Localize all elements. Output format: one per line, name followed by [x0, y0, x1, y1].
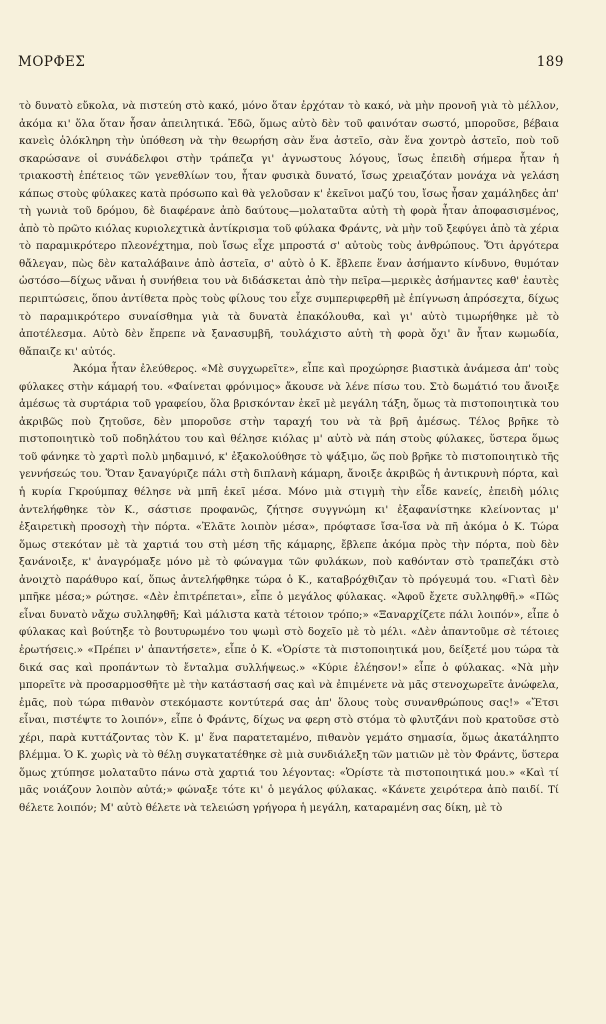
page-number: 189 — [536, 54, 564, 70]
page-header — [18, 54, 564, 70]
running-title: ΜΟΡΦΕΣ — [18, 54, 86, 70]
paragraph-2: Ἀκόμα ἦταν ἐλεύθερος. «Μὲ συγχωρεῖτε», εἶπε καὶ προχώρησε βιαστικὰ ἀνάμεσα ἀπ' τοὺς φύλακες στὴν κάμαρή του. «Φαίνεται φρόνιμος» ἄκουσε νὰ λένε πίσω του. Στὸ δωμάτιό του ἄνοιξε ἀμέσως τὰ συρτάρια τοῦ γραφείου, ὅλα βρισκόνταν ἐκεῖ μὲ μεγάλη τάξη, ὅμως τὰ πιστοποιητικὰ του ἀκριβῶς ποὺ ζητοῦσε, δὲν μποροῦσε στὴν ταραχή του νὰ τὰ βρῆ ἀμέσως. Τέλος βρῆκε τὸ πιστοποιητικὸ τοῦ ποδηλάτου του καὶ θέλησε κιόλας μ' αὐτὸ νὰ πάη στοὺς φύλακες, ὕστερα ὅμως τοῦ φάνηκε τὸ χαρτὶ πολὺ μηδαμινό, κ' ἐξακολούθησε τὸ ψάξιμο, ὥς ποὺ βρῆκε τὸ πιστοποιητικὸ τῆς γεννήσεώς του. Ὅταν ξαναγύριζε πάλι στὴ διπλανὴ κάμαρη, ἄνοιξε ἀκριβῶς ἡ ἀντικρυνὴ πόρτα, καὶ ἡ κυρία Γκρούμπαχ θέλησε νὰ μπῆ ἐκεῖ μέσα. Μόνο μιὰ στιγμὴ τὴν εἶδε κανείς, ἐπειδὴ μόλις ἀντελήφθηκε τὸν Κ., σάστισε προφανῶς, ζήτησε συγγνώμη κι' ἐξαφανίστηκε κλείνοντας μ' ἐξαιρετικὴ προσοχὴ τὴν πόρτα. «Ἐλᾶτε λοιπὸν μέσα», πρόφτασε ἴσα-ἴσα νὰ πῆ ἀκόμα ὁ Κ. Τώρα ὅμως στεκόταν μὲ τὰ χαρτιά του στὴ μέση τῆς κάμαρης, ἔβλεπε ἀκόμα πρὸς τὴν πόρτα, ποὺ δὲν ξανάνοιξε, κ' ἀναγρόμαξε μόνο μὲ τὸ φώναγμα τῶν φυλάκων, ποὺ καθόνταν στὸ τραπεζάκι στὸ ἀνοιχτὸ παράθυρο καί, ὅπως ἀντελήφθηκε τώρα ὁ Κ., καταβρόχθιζαν τὸ πρόγευμά του. «Γιατὶ δὲν μπῆκε μέσα;» ρώτησε. «Δὲν ἐπιτρέπεται», εἶπε ὁ μεγάλος φύλακας. «Ἀφοῦ ἔχετε συλληφθῆ.» «Πῶς εἶναι δυνατὸ νἄχω συλληφθῆ; Καὶ μάλιστα κατὰ τέτοιον τρόπο;» «Ξαναρχίζετε πάλι λοιπόν», εἶπε ὁ φύλακας καὶ βούτηξε τὸ βουτυρωμένο του ψωμὶ στὸ δοχεῖο μὲ τὸ μέλι. «Δὲν ἀπαντοῦμε σὲ τέτοιες ἐρωτήσεις.» «Πρέπει ν' ἀπαντήσετε», εἶπε ὁ Κ. «Ὁρίστε τὰ πιστοποιητικά μου, δείξετέ μου τώρα τὰ δικά σας καὶ προπάντων τὸ ἔνταλμα συλλήψεως.» «Κύριε ἐλέησον!» εἶπε ὁ φύλακας. «Νὰ μὴν μπορεῖτε νὰ προσαρμοσθῆτε μὲ τὴν κατάστασή σας καὶ νὰ ἐπιμένετε νὰ μᾶς στενοχωρεῖτε ἀνώφελα, ἐμᾶς, ποὺ τώρα πιθανὸν στεκόμαστε κοντύτερά σας ἀπ' ὅλους τοὺς συνανθρώπους σας!» «Ἔτσι εἶναι, πιστέψτε το λοιπόν», εἶπε ὁ Φράντς, δίχως να φερη στὸ στόμα τὸ φλυτζάνι ποὺ κρατοῦσε στὸ χέρι, παρὰ κυττάζοντας τὸν Κ. μ' ἕνα παρατεταμένο, πιθανὸν γεμάτο σημασία, ὅμως ἀκατάληπτο βλέμμα. Ὁ Κ. χωρὶς νὰ τὸ θέλῃ συγκατατέθηκε σὲ μιὰ συνδιάλεξη τῶν ματιῶν μὲ τὸν Φράντς, ὕστερα ὅμως χτύπησε μολαταῦτο πάνω στὰ χαρτιά του λέγοντας: «Ὁρίστε τὰ πιστοποιητικά μου.» «Καὶ τί μᾶς νοιάζουν λοιπὸν αὐτά;» φώναξε τότε κι' ὁ μεγάλος φύλακας. «Κάνετε χειρότερα ἀπὸ παιδί. Τί θέλετε λοιπόν; Μ' αὐτὸ θέλετε νὰ τελειώση γρήγορα ἡ μεγάλη, καταραμένη σας δίκη, μὲ τὸ — [19, 363, 559, 814]
paragraph-1: τὸ δυνατὸ εὔκολα, νὰ πιστεύη στὸ κακό, μόνο ὅταν ἐρχόταν τὸ κακό, νὰ μὴν προνοῆ γιὰ τὸ μέλλον, ἀκόμα κι' ὅλα ὅταν ἦσαν ἀπειλητικά. Ἐδῶ, ὅμως αὐτὸ δὲν τοῦ φαινόταν σωστό, μποροῦσε, βέβαια κανεὶς ὁλόκληρη τὴν ὑπόθεση νὰ τὴν θεωρήση σὰν ἕνα ἀστεῖο, σὰν ἕνα χοντρὸ ἀστεῖο, ποὺ τοῦ σκαρώσανε οἱ συνάδελφοι στὴν τράπεζα γι' ἀγνωστους λόγους, ἴσως ἐπειδὴ σήμερα ἦταν ἡ τριακοστὴ ἐπέτειος τῶν γενεθλίων του, ἦταν φυσικὰ δυνατό, ἴσως χρειαζόταν μονάχα νὰ γελάση κάπως στοὺς φύλακες κατὰ πρόσωπο καὶ θὰ γελοῦσαν κ' ἐκεῖνοι μαζύ του, ἴσως ἦσαν χαμάληδες ἀπ' τὴ γωνιὰ τοῦ δρόμου, δὲ διαφέρανε ἀπὸ δαύτους—μολαταῦτα αὐτὴ τὴ φορὰ ἦταν ἀποφασισμένος, ἀπὸ τὸ πρῶτο κιόλας κυριολεχτικὰ ἀντίκρισμα τοῦ φύλακα Φράντς, νὰ μὴν τοῦ ξεφύγει ἀπὸ τὰ χέρια τὸ παραμικρότερο πλεονέχτημα, ποὺ ἴσως εἶχε μπροστά σ' αὐτοὺς τοὺς ἀνθρώπους. Ὅτι ἀργότερα θἄλεγαν, πὼς δὲν καταλάβαινε ἀπὸ ἀστεῖα, σ' αὐτὸ ὁ Κ. ἔβλεπε ἕναν ἀσήμαντο κίνδυνο, θυμόταν ὡστόσο—δίχως νἄναι ἡ συνήθεια του νὰ διδάσκεται ἀπὸ τὴν πεῖρα—μερικὲς ἀσήμαντες καθ' ἑαυτὲς περιπτώσεις, ὅπου ἀντίθετα πρὸς τοὺς φίλους του εἶχε συμπεριφερθῆ μὲ ἐπίγνωση ἀπρόσεχτα, δίχως τὸ παραμικρότερο συναίσθημα γιὰ τὰ δυνατὰ ἐπακόλουθα, καὶ γι' αὐτὸ τιμωρήθηκε μὲ τὸ ἀποτέλεσμα. Αὐτὸ δὲν ἔπρεπε νὰ ξανασυμβῆ, τουλάχιστο αὐτὴ τὴ φορὰ ὄχι' ἂν ἦταν κωμωδία, θἄπαιζε κι' αὐτός. — [19, 100, 559, 358]
body-text — [19, 98, 559, 817]
